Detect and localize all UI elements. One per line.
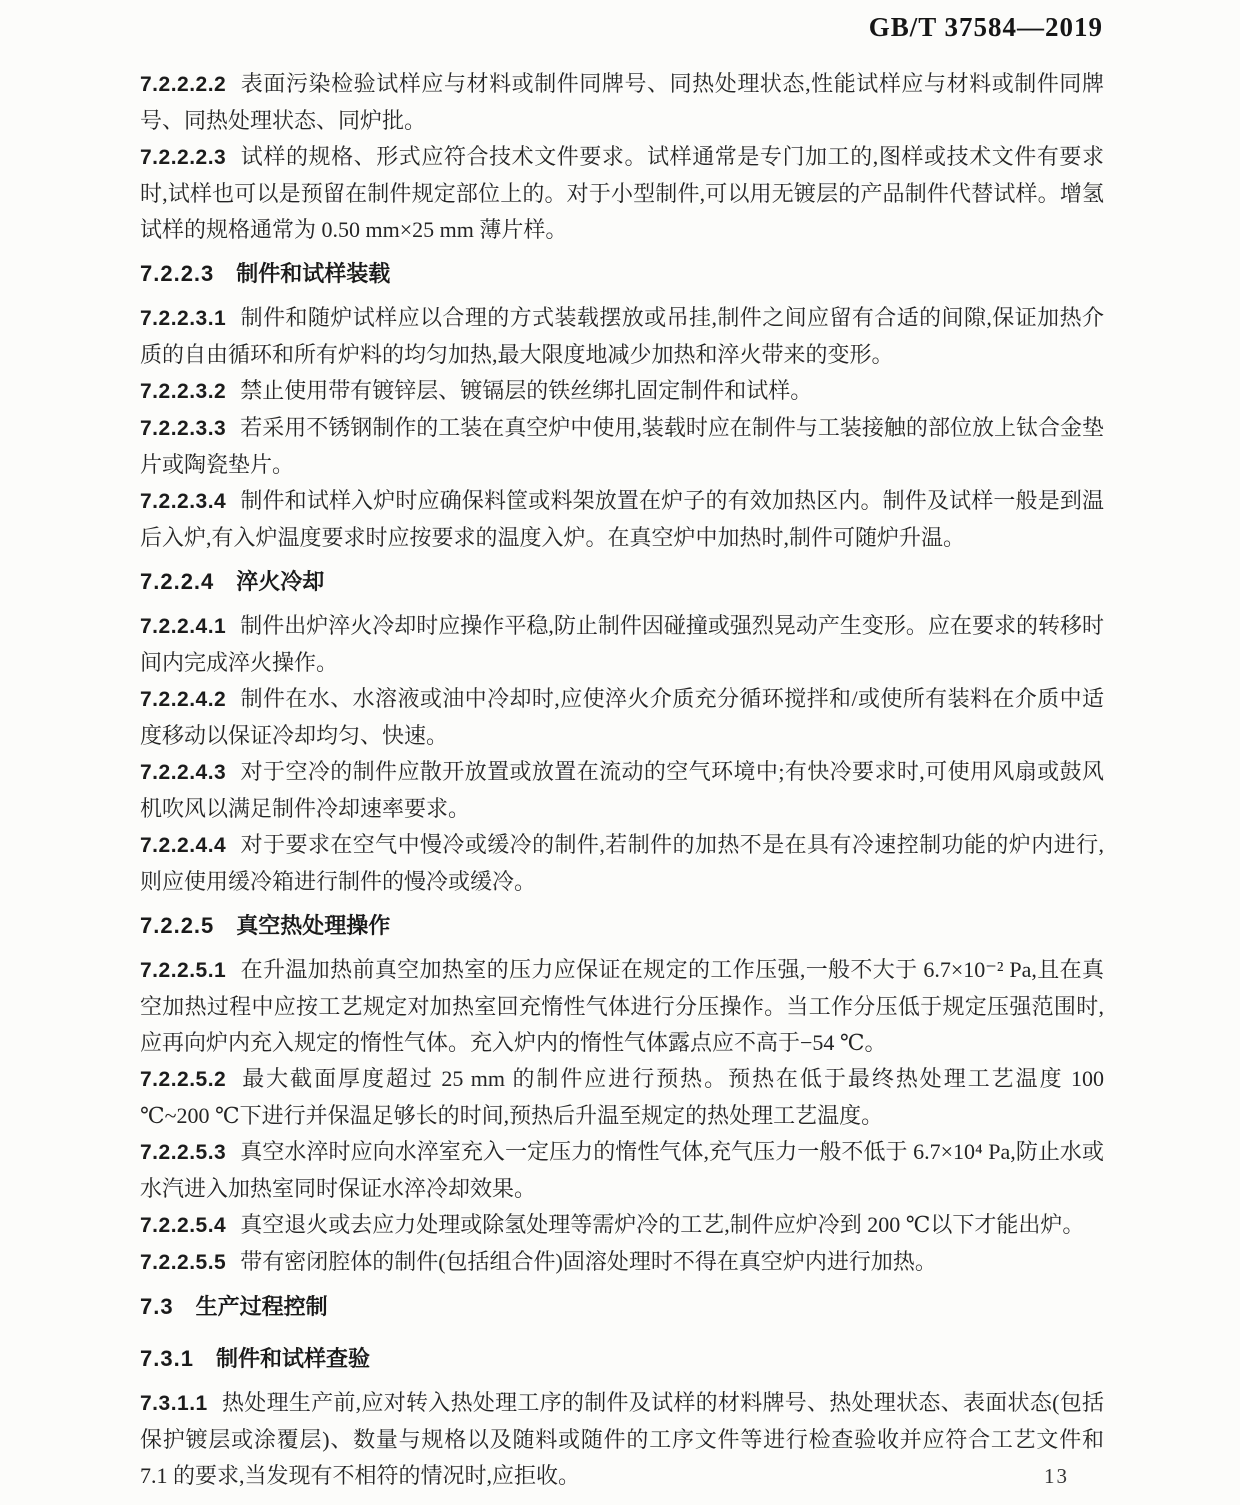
clause-text: 最大截面厚度超过 25 mm 的制件应进行预热。预热在低于最终热处理工艺温度 100 ℃~200 ℃下进行并保温足够长的时间,预热后升温至规定的热处理工艺温度。 (140, 1066, 1104, 1128)
document-body (140, 66, 1104, 1494)
clause-text: 试样的规格、形式应符合技术文件要求。试样通常是专门加工的,图样或技术文件有要求时,试样也可以是预留在制件规定部位上的。对于小型制件,可以用无镀层的产品制件代替试样。增氢试样的规格通常为 0.50 mm×25 mm 薄片样。 (140, 144, 1104, 242)
section-heading-7.2.2.4 (140, 556, 1104, 608)
clause-text: 制件和试样入炉时应确保料筐或料架放置在炉子的有效加热区内。制件及试样一般是到温后入炉,有入炉温度要求时应按要求的温度入炉。在真空炉中加热时,制件可随炉升温。 (140, 488, 1104, 550)
standard-code-header: GB/T 37584—2019 (868, 12, 1103, 42)
section-heading-7.2.2.5 (140, 900, 1104, 952)
clause-7.2.2.3.2 (140, 373, 1104, 410)
clause-number: 7.2.2.5.2 (140, 1068, 227, 1091)
clause-7.2.2.3.3 (140, 410, 1104, 483)
clause-7.2.2.4.4 (140, 827, 1104, 900)
heading-number: 7.2.2.4 (140, 569, 215, 594)
clause-7.2.2.3.1 (140, 300, 1104, 373)
clause-number: 7.2.2.4.2 (140, 688, 227, 711)
clause-number: 7.2.2.4.3 (140, 761, 227, 784)
heading-title: 淬火冷却 (236, 569, 325, 594)
clause-text: 对于空冷的制件应散开放置或放置在流动的空气环境中;有快冷要求时,可使用风扇或鼓风机吹风以满足制件冷却速率要求。 (140, 759, 1104, 821)
clause-number: 7.2.2.5.1 (140, 959, 227, 982)
heading-number: 7.2.2.5 (140, 913, 215, 938)
clause-text: 制件出炉淬火冷却时应操作平稳,防止制件因碰撞或强烈晃动产生变形。应在要求的转移时间内完成淬火操作。 (140, 613, 1104, 675)
clause-text: 真空退火或去应力处理或除氢处理等需炉冷的工艺,制件应炉冷到 200 ℃以下才能出炉。 (240, 1212, 1085, 1237)
clause-number: 7.2.2.3.2 (140, 380, 227, 403)
clause-number: 7.2.2.4.4 (140, 834, 227, 857)
clause-7.2.2.5.1 (140, 952, 1104, 1061)
clause-number: 7.2.2.5.4 (140, 1214, 227, 1237)
clause-text: 制件在水、水溶液或油中冷却时,应使淬火介质充分循环搅拌和/或使所有装料在介质中适度移动以保证冷却均匀、快速。 (140, 686, 1104, 748)
clause-number: 7.2.2.3.3 (140, 417, 227, 440)
clause-7.2.2.5.2 (140, 1061, 1104, 1134)
clause-7.2.2.5.4 (140, 1207, 1104, 1244)
section-heading-7.3 (140, 1281, 1104, 1333)
heading-title: 生产过程控制 (195, 1294, 328, 1319)
section-heading-7.3.1 (140, 1333, 1104, 1385)
clause-text: 在升温加热前真空加热室的压力应保证在规定的工作压强,一般不大于 6.7×10⁻² Pa,且在真空加热过程中应按工艺规定对加热室回充惰性气体进行分压操作。当工作分压低于规定压强范围时,应再向炉内充入规定的惰性气体。充入炉内的惰性气体露点应不高于−54 ℃。 (140, 957, 1104, 1055)
clause-7.2.2.4.2 (140, 681, 1104, 754)
clause-number: 7.2.2.5.3 (140, 1141, 227, 1164)
clause-number: 7.2.2.2.2 (140, 73, 227, 96)
heading-title: 制件和试样装载 (236, 261, 391, 286)
heading-number: 7.2.2.3 (140, 261, 215, 286)
clause-text: 表面污染检验试样应与材料或制件同牌号、同热处理状态,性能试样应与材料或制件同牌号、同热处理状态、同炉批。 (140, 71, 1104, 133)
clause-text: 制件和随炉试样应以合理的方式装载摆放或吊挂,制件之间应留有合适的间隙,保证加热介质的自由循环和所有炉料的均匀加热,最大限度地减少加热和淬火带来的变形。 (140, 305, 1104, 367)
clause-text: 热处理生产前,应对转入热处理工序的制件及试样的材料牌号、热处理状态、表面状态(包括保护镀层或涂覆层)、数量与规格以及随料或随件的工序文件等进行检查验收并应符合工艺文件和 7.1 的要求,当发现有不相符的情况时,应拒收。 (140, 1390, 1104, 1488)
clause-7.3.1.1 (140, 1385, 1104, 1494)
heading-title: 真空热处理操作 (236, 913, 391, 938)
clause-text: 带有密闭腔体的制件(包括组合件)固溶处理时不得在真空炉内进行加热。 (240, 1249, 937, 1274)
clause-7.2.2.2.2 (140, 66, 1104, 139)
clause-number: 7.3.1.1 (140, 1392, 208, 1415)
clause-number: 7.2.2.5.5 (140, 1251, 227, 1274)
heading-title: 制件和试样查验 (215, 1346, 370, 1371)
clause-text: 对于要求在空气中慢冷或缓冷的制件,若制件的加热不是在具有冷速控制功能的炉内进行,则应使用缓冷箱进行制件的慢冷或缓冷。 (140, 832, 1104, 894)
clause-7.2.2.5.5 (140, 1244, 1104, 1281)
clause-number: 7.2.2.3.1 (140, 307, 227, 330)
heading-number: 7.3 (140, 1294, 174, 1319)
section-heading-7.2.2.3 (140, 248, 1104, 300)
clause-7.2.2.5.3 (140, 1134, 1104, 1207)
clause-7.2.2.4.1 (140, 608, 1104, 681)
page-number: 13 (1044, 1464, 1069, 1488)
clause-7.2.2.3.4 (140, 483, 1104, 556)
clause-text: 真空水淬时应向水淬室充入一定压力的惰性气体,充气压力一般不低于 6.7×10⁴ Pa,防止水或水汽进入加热室同时保证水淬冷却效果。 (140, 1139, 1104, 1201)
clause-text: 若采用不锈钢制作的工装在真空炉中使用,装载时应在制件与工装接触的部位放上钛合金垫片或陶瓷垫片。 (140, 415, 1104, 477)
clause-7.2.2.4.3 (140, 754, 1104, 827)
clause-number: 7.2.2.2.3 (140, 146, 227, 169)
clause-text: 禁止使用带有镀锌层、镀镉层的铁丝绑扎固定制件和试样。 (240, 378, 813, 403)
clause-7.2.2.2.3 (140, 139, 1104, 248)
heading-number: 7.3.1 (140, 1346, 194, 1371)
clause-number: 7.2.2.4.1 (140, 615, 227, 638)
clause-number: 7.2.2.3.4 (140, 490, 227, 513)
